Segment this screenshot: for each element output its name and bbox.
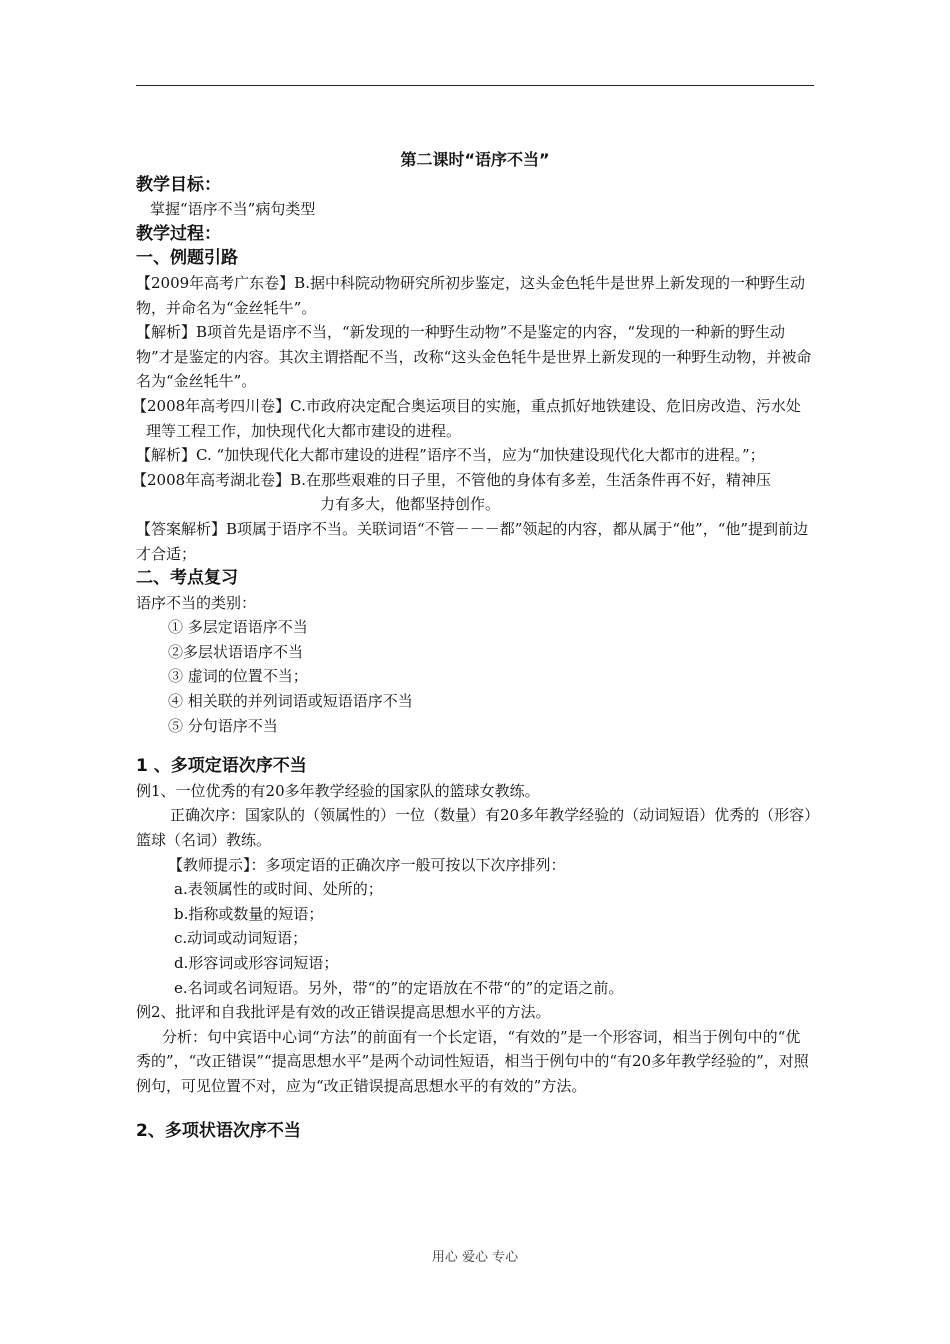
spacer: [136, 738, 814, 754]
page-title: 第二课时“语序不当”: [400, 150, 550, 169]
sub1-example1: 例1、一位优秀的有20多年教学经验的国家队的篮球女教练。: [136, 781, 540, 800]
example-2009-guangdong: 【2009年高考广东卷】B.据中科院动物研究所初步鉴定，这头金色牦牛是世界上新发现的一种野生动物，并命名为“金丝牦牛”。: [136, 273, 805, 317]
sub1-analysis: 分析：句中宾语中心词“方法”的前面有一个长定语，“有效的”是一个形容词，相当于例句中的“优秀的”，“改正错误”“提高思想水平”是两个动词性短语，相当于例句中的“有20多年教学经验的”，对照例句，可见位置不对，应为“改正错误提高思想水平的有效的”方法。: [136, 1027, 809, 1095]
sub2-heading: 2、多项状语次序不当: [136, 1120, 301, 1141]
example-2008-hubei-line1: 【2008年高考湖北卷】B.在那些艰难的日子里，不管他的身体有多差，生活条件再不好，精神压: [132, 470, 771, 489]
example-2009-analysis: 【解析】B项首先是语序不当，“新发现的一种野生动物”不是鉴定的内容，“发现的一种新的野生动物”才是鉴定的内容。其次主谓搭配不当，改称“这头金色牦牛是世界上新发现的一种野生动物，并被命名为“金丝牦牛”。: [136, 323, 812, 391]
order-item: a.表领属性的或时间、处所的；: [174, 880, 383, 899]
section1-heading: 一、例题引路: [136, 248, 238, 269]
example-2008-sichuan: 【2008年高考四川卷】C.市政府决定配合奥运项目的实施，重点抓好地铁建设、危旧房改造、污水处理等工程工作，加快现代化大都市建设的进程。: [132, 396, 801, 440]
process-heading: 教学过程：: [136, 223, 221, 244]
order-item: e.名词或名词短语。另外，带“的”的定语放在不带“的”的定语之前。: [174, 978, 624, 997]
goal-text: 掌握“语序不当”病句类型: [150, 200, 316, 219]
order-item: b.指称或数量的短语；: [174, 904, 324, 923]
sub1-teacher-tip: 【教师提示】：多项定语的正确次序一般可按以下次序排列：: [168, 855, 566, 874]
category-item: ②多层状语语序不当: [168, 642, 304, 661]
order-item: d.形容词或形容词短语；: [174, 954, 339, 972]
sub1-correct-order: 正确次序：国家队的（领属性的）一位（数量）有20多年教学经验的（动词短语）优秀的（形容）篮球（名词）教练。: [136, 806, 812, 850]
category-item: ③ 虚词的位置不当；: [168, 667, 308, 686]
spacer: [136, 1099, 814, 1119]
category-item: ① 多层定语语序不当: [168, 618, 308, 637]
example-2008-sichuan-analysis: 【解析】C. “加快现代化大都市建设的进程”语序不当，应为“加快建设现代化大都市的进程。”；: [136, 446, 765, 465]
example-2008-hubei-analysis: 【答案解析】B项属于语序不当。关联词语“不管－－－都”领起的内容，都从属于“他”，“他”提到前边才合适；: [136, 519, 809, 563]
example-2008-hubei-line2: 力有多大，他都坚持创作。: [320, 495, 501, 514]
category-item: ④ 相关联的并列词语或短语语序不当: [168, 692, 413, 711]
categories-intro: 语序不当的类别：: [136, 593, 257, 612]
sub1-example2: 例2、批评和自我批评是有效的改正错误提高思想水平的方法。: [136, 1003, 551, 1022]
section2-heading: 二、考点复习: [136, 568, 238, 589]
page-footer: 用心 爱心 专心: [431, 1250, 519, 1265]
order-item: c.动词或动词短语；: [174, 929, 308, 948]
category-item: ⑤ 分句语序不当: [168, 716, 278, 735]
sub1-heading: 1 、多项定语次序不当: [136, 756, 307, 777]
goal-heading: 教学目标：: [136, 174, 221, 195]
header-rule: [136, 85, 814, 86]
document-body: [132, 140, 814, 1143]
